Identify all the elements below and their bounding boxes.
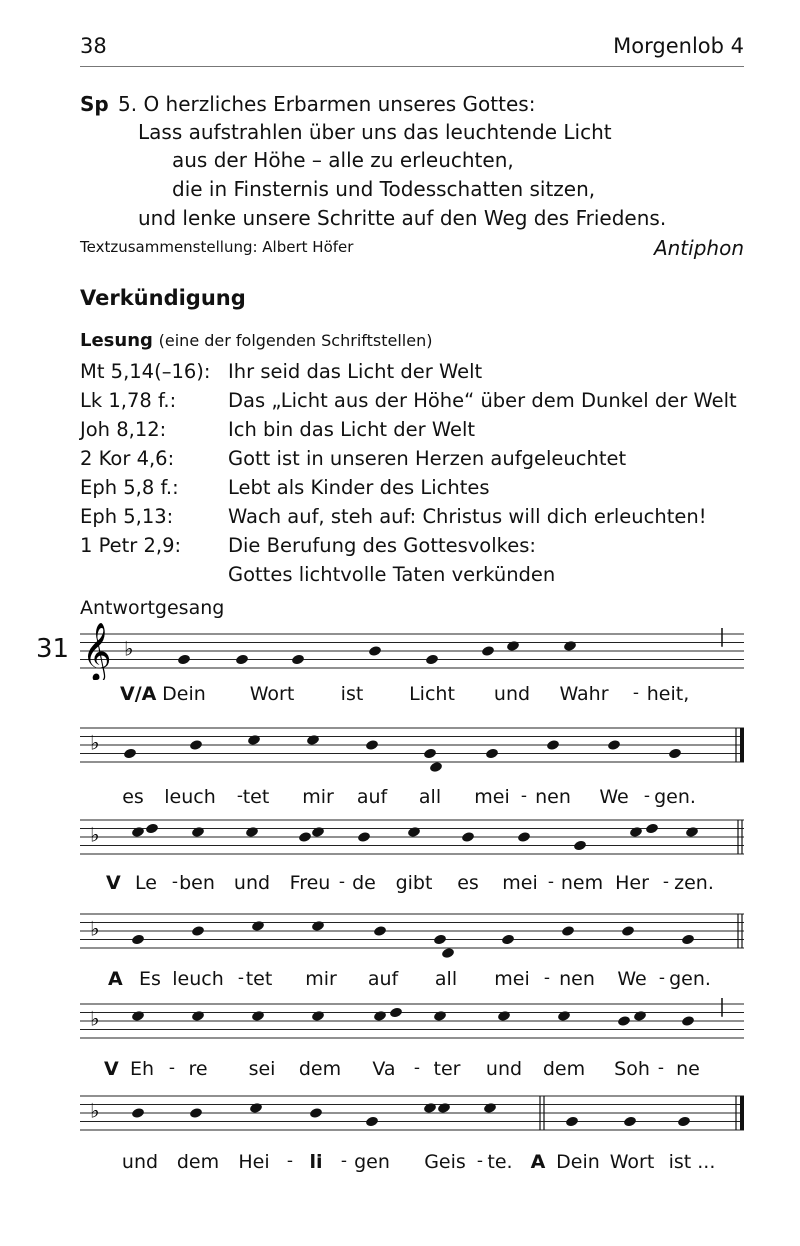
header-rule [80, 66, 744, 67]
lyric-syllable: ben [179, 872, 215, 894]
note-head [681, 933, 695, 945]
psalm-line: und lenke unsere Schritte auf den Weg des Friedens. [138, 206, 667, 230]
lyric-syllable: es [122, 786, 144, 808]
lyric-syllable: leuch [172, 968, 224, 990]
lyric-syllable: - [658, 968, 666, 988]
reading-header [80, 330, 432, 351]
reading-ref: Eph 5,8 f.: [80, 476, 179, 499]
note-head [485, 747, 499, 759]
lyric-syllable: all [434, 968, 458, 990]
note-head [437, 1102, 451, 1114]
note-head [189, 1107, 203, 1119]
staff [80, 714, 744, 774]
lyric-syllable: dem [542, 1058, 586, 1080]
staff [80, 900, 744, 960]
note-head [311, 1010, 325, 1022]
reading-text: Die Berufung des Gottesvolkes: [228, 534, 536, 557]
note-head [306, 734, 320, 746]
note-head [573, 839, 587, 851]
lyric-syllable: - [643, 786, 651, 806]
flat-icon: ♭ [90, 730, 100, 755]
lyric-syllable: te. [487, 1151, 513, 1173]
staff [80, 806, 744, 866]
reading-ref: Lk 1,78 f.: [80, 389, 177, 412]
section-title: Verkündigung [80, 286, 246, 310]
staff [80, 1082, 744, 1142]
final-barline [740, 728, 744, 762]
lyric-syllable: - [338, 872, 346, 892]
note-head [483, 1102, 497, 1114]
note-head [563, 640, 577, 652]
note-head [677, 1115, 691, 1127]
note-head [517, 831, 531, 843]
flat-icon: ♭ [90, 1006, 100, 1031]
note-head [247, 734, 261, 746]
final-barline [740, 1096, 744, 1130]
lyric-syllable: Geis [424, 1151, 466, 1173]
note-head [407, 826, 421, 838]
lyric-syllable: re [188, 1058, 208, 1080]
voice-marker: V/A [120, 683, 157, 705]
lyric-syllable: tet [245, 968, 273, 990]
lyric-syllable: ter [433, 1058, 461, 1080]
running-title: Morgenlob 4 [613, 34, 744, 58]
lyric-syllable: und [121, 1151, 159, 1173]
lyric-syllable: A [530, 1151, 546, 1173]
lyric-syllable: gen. [654, 786, 696, 808]
note-head [561, 925, 575, 937]
note-head [607, 739, 621, 751]
lyric-syllable: auf [356, 786, 388, 808]
psalm-line: aus der Höhe – alle zu erleuchten, [172, 148, 514, 172]
note-head [145, 822, 159, 834]
lyric-syllable: Hei [238, 1151, 270, 1173]
lyric-syllable: sei [248, 1058, 276, 1080]
note-head [191, 1010, 205, 1022]
note-head [373, 1010, 387, 1022]
lyric-syllable: gen [354, 1151, 390, 1173]
note-head [389, 1006, 403, 1018]
note-head [245, 826, 259, 838]
note-head [131, 933, 145, 945]
note-head [433, 933, 447, 945]
note-head [365, 1115, 379, 1127]
note-head [565, 1115, 579, 1127]
note-head [633, 1010, 647, 1022]
lyric-syllable: Wahr [559, 683, 609, 705]
note-head [425, 653, 439, 665]
lyric-syllable: Wort [249, 683, 295, 705]
reading-ref: Eph 5,13: [80, 505, 174, 528]
note-head [497, 1010, 511, 1022]
lyric-syllable: - [340, 1151, 348, 1171]
note-head [645, 822, 659, 834]
note-head [357, 831, 371, 843]
lyric-syllable: Dein [162, 683, 206, 705]
lyric-syllable: Freu [289, 872, 331, 894]
lyric-syllable: Her [615, 872, 649, 894]
psalm-line: 5. O herzliches Erbarmen unseres Gottes: [118, 92, 536, 116]
note-head [433, 1010, 447, 1022]
note-head [123, 747, 137, 759]
reading-text: Ich bin das Licht der Welt [228, 418, 476, 441]
lyric-syllable: - [520, 786, 528, 806]
lyric-syllable: und [485, 1058, 523, 1080]
lyric-syllable: dem [298, 1058, 342, 1080]
lyric-syllable: es [457, 872, 479, 894]
note-head [311, 920, 325, 932]
lyric-syllable: Le [135, 872, 157, 894]
note-head [557, 1010, 571, 1022]
note-head [311, 826, 325, 838]
reading-ref: 1 Petr 2,9: [80, 534, 182, 557]
lyric-syllable: We [617, 968, 647, 990]
note-head [423, 1102, 437, 1114]
lyric-syllable: ist [340, 683, 364, 705]
flat-icon: ♭ [90, 916, 100, 941]
note-head [131, 826, 145, 838]
reading-text: Das „Licht aus der Höhe“ über dem Dunkel der Welt [228, 389, 737, 412]
note-head [365, 739, 379, 751]
lyric-syllable: - [171, 872, 179, 892]
note-head [177, 653, 191, 665]
lyric-syllable: zen. [674, 872, 714, 894]
note-head [501, 933, 515, 945]
note-head [368, 645, 382, 657]
reading-ref: Mt 5,14(–16): [80, 360, 211, 383]
voice-marker: A [108, 968, 123, 990]
lyric-syllable: - [657, 1058, 665, 1078]
lyric-syllable: - [632, 683, 640, 703]
voice-marker: V [104, 1058, 119, 1080]
lyric-syllable: - [413, 1058, 421, 1078]
note-head [429, 761, 443, 773]
lyric-syllable: We [599, 786, 629, 808]
note-head [621, 925, 635, 937]
text-credit: Textzusammenstellung: Albert Höfer [80, 238, 354, 256]
antiphon-label: Antiphon [653, 236, 744, 260]
chant-title: Antwortgesang [80, 597, 225, 619]
psalm-line: Lass aufstrahlen über uns das leuchtende Licht [138, 120, 612, 144]
lyric-syllable: und [233, 872, 271, 894]
lyric-syllable: heit, [646, 683, 690, 705]
lyric-syllable: Dein [556, 1151, 600, 1173]
note-head [249, 1102, 263, 1114]
note-head [251, 1010, 265, 1022]
lyric-syllable: - [543, 968, 551, 988]
note-head [617, 1015, 631, 1027]
lyric-syllable: dem [176, 1151, 220, 1173]
lyric-syllable: Wort [609, 1151, 655, 1173]
reading-text: Ihr seid das Licht der Welt [228, 360, 483, 383]
staff [80, 620, 744, 680]
note-head [506, 640, 520, 652]
reading-ref: Joh 8,12: [80, 418, 167, 441]
lyric-syllable: - [662, 872, 670, 892]
note-head [131, 1107, 145, 1119]
flat-icon: ♭ [90, 1098, 100, 1123]
lyric-syllable: all [418, 786, 442, 808]
lyric-syllable: nen [535, 786, 571, 808]
note-head [623, 1115, 637, 1127]
lyric-syllable: nen [559, 968, 595, 990]
lyric-syllable: Va [372, 1058, 396, 1080]
flat-icon: ♭ [124, 636, 134, 661]
reading-ref: 2 Kor 4,6: [80, 447, 175, 470]
note-head [681, 1015, 695, 1027]
lyric-syllable: mei [502, 872, 538, 894]
note-head [461, 831, 475, 843]
reading-text: Wach auf, steh auf: Christus will dich erleuchten! [228, 505, 707, 528]
reading-label: Lesung [80, 330, 153, 351]
voice-marker: V [106, 872, 121, 894]
note-head [423, 747, 437, 759]
lyric-syllable: leuch [164, 786, 216, 808]
lyric-syllable: gibt [395, 872, 433, 894]
lyric-syllable: mei [474, 786, 510, 808]
lyric-syllable: tet [242, 786, 270, 808]
note-head [481, 645, 495, 657]
lyric-syllable: - [237, 968, 245, 988]
note-head [685, 826, 699, 838]
lyric-syllable: mir [305, 968, 337, 990]
lyric-syllable: Soh [614, 1058, 650, 1080]
lyric-syllable: Eh [129, 1058, 155, 1080]
note-head [309, 1107, 323, 1119]
chant-number: 31 [36, 634, 70, 664]
lyric-syllable: gen. [669, 968, 711, 990]
note-head [298, 831, 312, 843]
lyric-syllable: de [352, 872, 376, 894]
note-head [189, 739, 203, 751]
lyric-syllable: - [236, 786, 244, 806]
speaker-label: Sp [80, 92, 109, 116]
lyric-syllable: ist ... [668, 1151, 716, 1173]
note-head [191, 826, 205, 838]
reading-note: (eine der folgenden Schriftstellen) [158, 331, 433, 350]
note-head [235, 653, 249, 665]
note-head [191, 925, 205, 937]
lyric-syllable: Licht [409, 683, 455, 705]
lyric-syllable: - [168, 1058, 176, 1078]
note-head [668, 747, 682, 759]
note-head [441, 947, 455, 959]
lyric-syllable: und [493, 683, 531, 705]
note-head [629, 826, 643, 838]
reading-text: Gott ist in unseren Herzen aufgeleuchtet [228, 447, 627, 470]
staff [80, 990, 744, 1050]
reading-text: Gottes lichtvolle Taten verkünden [228, 563, 556, 586]
lyric-syllable: ne [676, 1058, 700, 1080]
note-head [373, 925, 387, 937]
note-head [546, 739, 560, 751]
lyric-syllable: nem [560, 872, 604, 894]
note-head [131, 1010, 145, 1022]
lyric-syllable: mir [302, 786, 334, 808]
treble-clef-icon: 𝄞 [82, 622, 112, 680]
page-number: 38 [80, 34, 107, 58]
lyric-syllable: Es [139, 968, 161, 990]
reading-text: Lebt als Kinder des Lichtes [228, 476, 490, 499]
lyric-syllable: li [309, 1151, 323, 1173]
flat-icon: ♭ [90, 822, 100, 847]
lyric-syllable: auf [367, 968, 399, 990]
psalm-line: die in Finsternis und Todesschatten sitzen, [172, 177, 596, 201]
note-head [291, 653, 305, 665]
lyric-syllable: - [286, 1151, 294, 1171]
note-head [251, 920, 265, 932]
lyric-syllable: - [476, 1151, 484, 1171]
lyric-syllable: mei [494, 968, 530, 990]
lyric-syllable: - [547, 872, 555, 892]
